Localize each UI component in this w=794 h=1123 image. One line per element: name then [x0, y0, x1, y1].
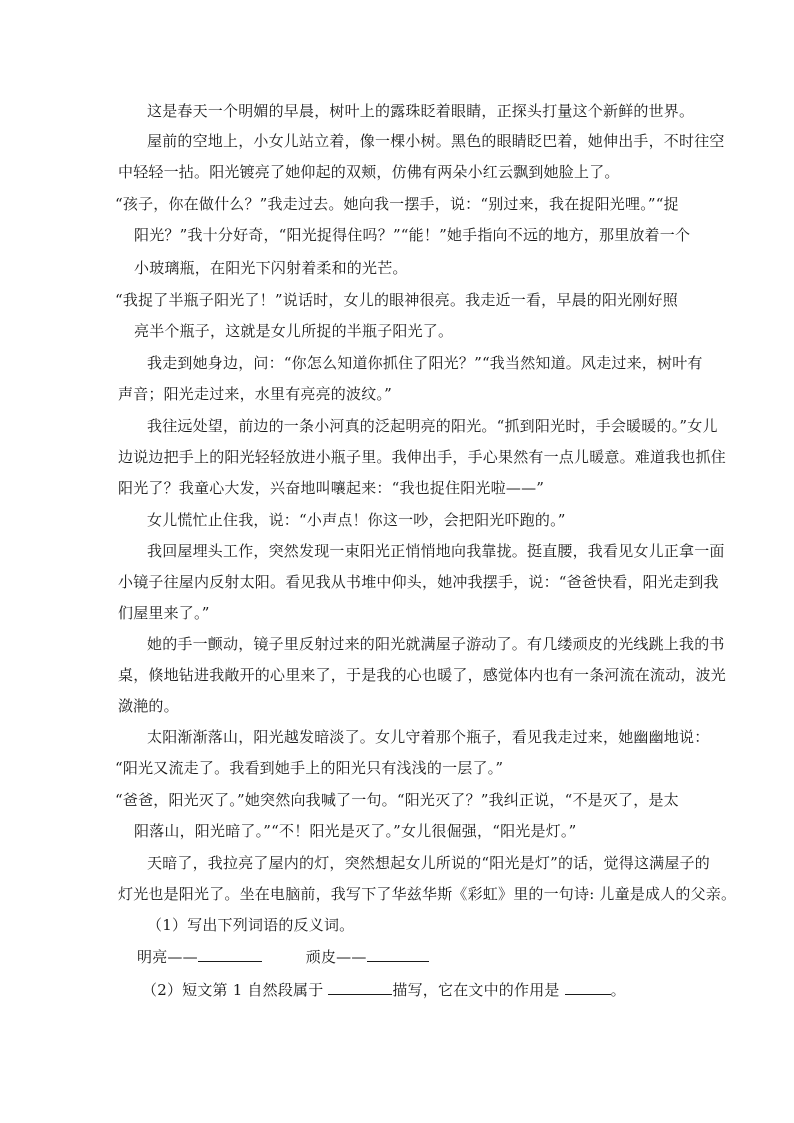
passage-line: 们屋里来了。” [118, 604, 210, 622]
answer-blank-antonym-2[interactable] [367, 947, 429, 962]
passage-line: 小镜子往屋内反射太阳。看见我从书堆中仰头，她冲我摆手，说：“爸爸快看，阳光走到我 [118, 573, 719, 591]
answer-blank-function[interactable] [565, 980, 611, 995]
answer-blank-antonym-1[interactable] [198, 947, 262, 962]
passage-line: 阳光了？我童心大发，兴奋地叫嚷起来：“我也捉住阳光啦——” [118, 479, 545, 497]
passage-line: 灯光也是阳光了。坐在电脑前，我写下了华兹华斯《彩虹》里的一句诗: 儿童是成人的父亲。 [118, 885, 737, 903]
passage-line: 女儿慌忙止住我，说：“小声点！你这一吵，会把阳光吓跑的。” [147, 511, 566, 529]
passage-line: 太阳渐渐落山，阳光越发暗淡了。女儿守着那个瓶子，看见我走过来，她幽幽地说： [147, 728, 710, 746]
passage-line: 小玻璃瓶，在阳光下闪射着柔和的光芒。 [134, 259, 408, 277]
passage-line: 边说边把手上的阳光轻轻放进小瓶子里。我伸出手，手心果然有一点儿暖意。难道我也抓住 [118, 448, 727, 466]
q1-word-2: 顽皮—— [305, 948, 367, 966]
question-2 [142, 980, 626, 1000]
q2-part-2: 描写，它在文中的作用是 [392, 981, 560, 999]
passage-line: 潋滟的。 [118, 697, 179, 715]
passage-line: 我回屋埋头工作，突然发现一束阳光正悄悄地向我靠拢。挺直腰，我看见女儿正拿一面 [147, 542, 725, 560]
passage-line: 这是春天一个明媚的早晨，树叶上的露珠眨着眼睛，正探头打量这个新鲜的世界。 [147, 102, 695, 120]
question-1-prompt: （1）写出下列词语的反义词。 [147, 916, 355, 934]
answer-blank-description-type[interactable] [328, 980, 392, 995]
q2-part-3: 。 [610, 981, 626, 999]
passage-line: 声音；阳光走过来，水里有亮亮的波纹。” [118, 385, 392, 403]
passage-line: 我走到她身边，问：“你怎么知道你抓住了阳光？”“我当然知道。风走过来，树叶有 [147, 354, 703, 372]
passage-line: 阳落山，阳光暗了。”“不！阳光是灭了。”女儿很倔强，“阳光是灯。” [134, 822, 577, 840]
passage-line: 天暗了，我拉亮了屋内的灯，突然想起女儿所说的“阳光是灯”的话，觉得这满屋子的 [147, 854, 710, 872]
passage-line: 中轻轻一拈。阳光镀亮了她仰起的双颊，仿佛有两朵小红云飘到她脸上了。 [118, 163, 620, 181]
passage-line: 阳光？”我十分好奇，“阳光捉得住吗？”“能！”她手指向不远的地方，那里放着一个 [134, 226, 691, 244]
passage-line: 我往远处望，前边的一条小河真的泛起明亮的阳光。“抓到阳光时，手会暖暖的。”女儿 [147, 417, 718, 435]
q1-word-1: 明亮—— [137, 948, 198, 966]
passage-line: 亮半个瓶子，这就是女儿所捉的半瓶子阳光了。 [134, 322, 454, 340]
question-1-items [137, 947, 429, 967]
q2-part-1: （2）短文第 1 自然段属于 [142, 981, 324, 999]
passage-line: 屋前的空地上，小女儿站立着，像一棵小树。黑色的眼睛眨巴着，她伸出手，不时往空 [147, 132, 725, 150]
passage-line: 桌，倏地钻进我敞开的心里来了，于是我的心也暖了，感觉体内也有一条河流在流动，波光 [118, 666, 727, 684]
passage-line: “爸爸，阳光灭了。”她突然向我喊了一句。“阳光灭了？”我纠正说，“不是灭了，是太 [115, 791, 679, 809]
passage-line: 她的手一颤动，镜子里反射过来的阳光就满屋子游动了。有几缕顽皮的光线跳上我的书 [147, 635, 725, 653]
passage-line: “阳光又流走了。我看到她手上的阳光只有浅浅的一层了。” [115, 759, 504, 777]
passage-line: “我捉了半瓶子阳光了！”说话时，女儿的眼神很亮。我走近一看，早晨的阳光刚好照 [115, 291, 678, 309]
passage-line: “孩子，你在做什么？”我走过去。她向我一摆手，说：“别过来，我在捉阳光哩。”“捉 [115, 195, 679, 213]
